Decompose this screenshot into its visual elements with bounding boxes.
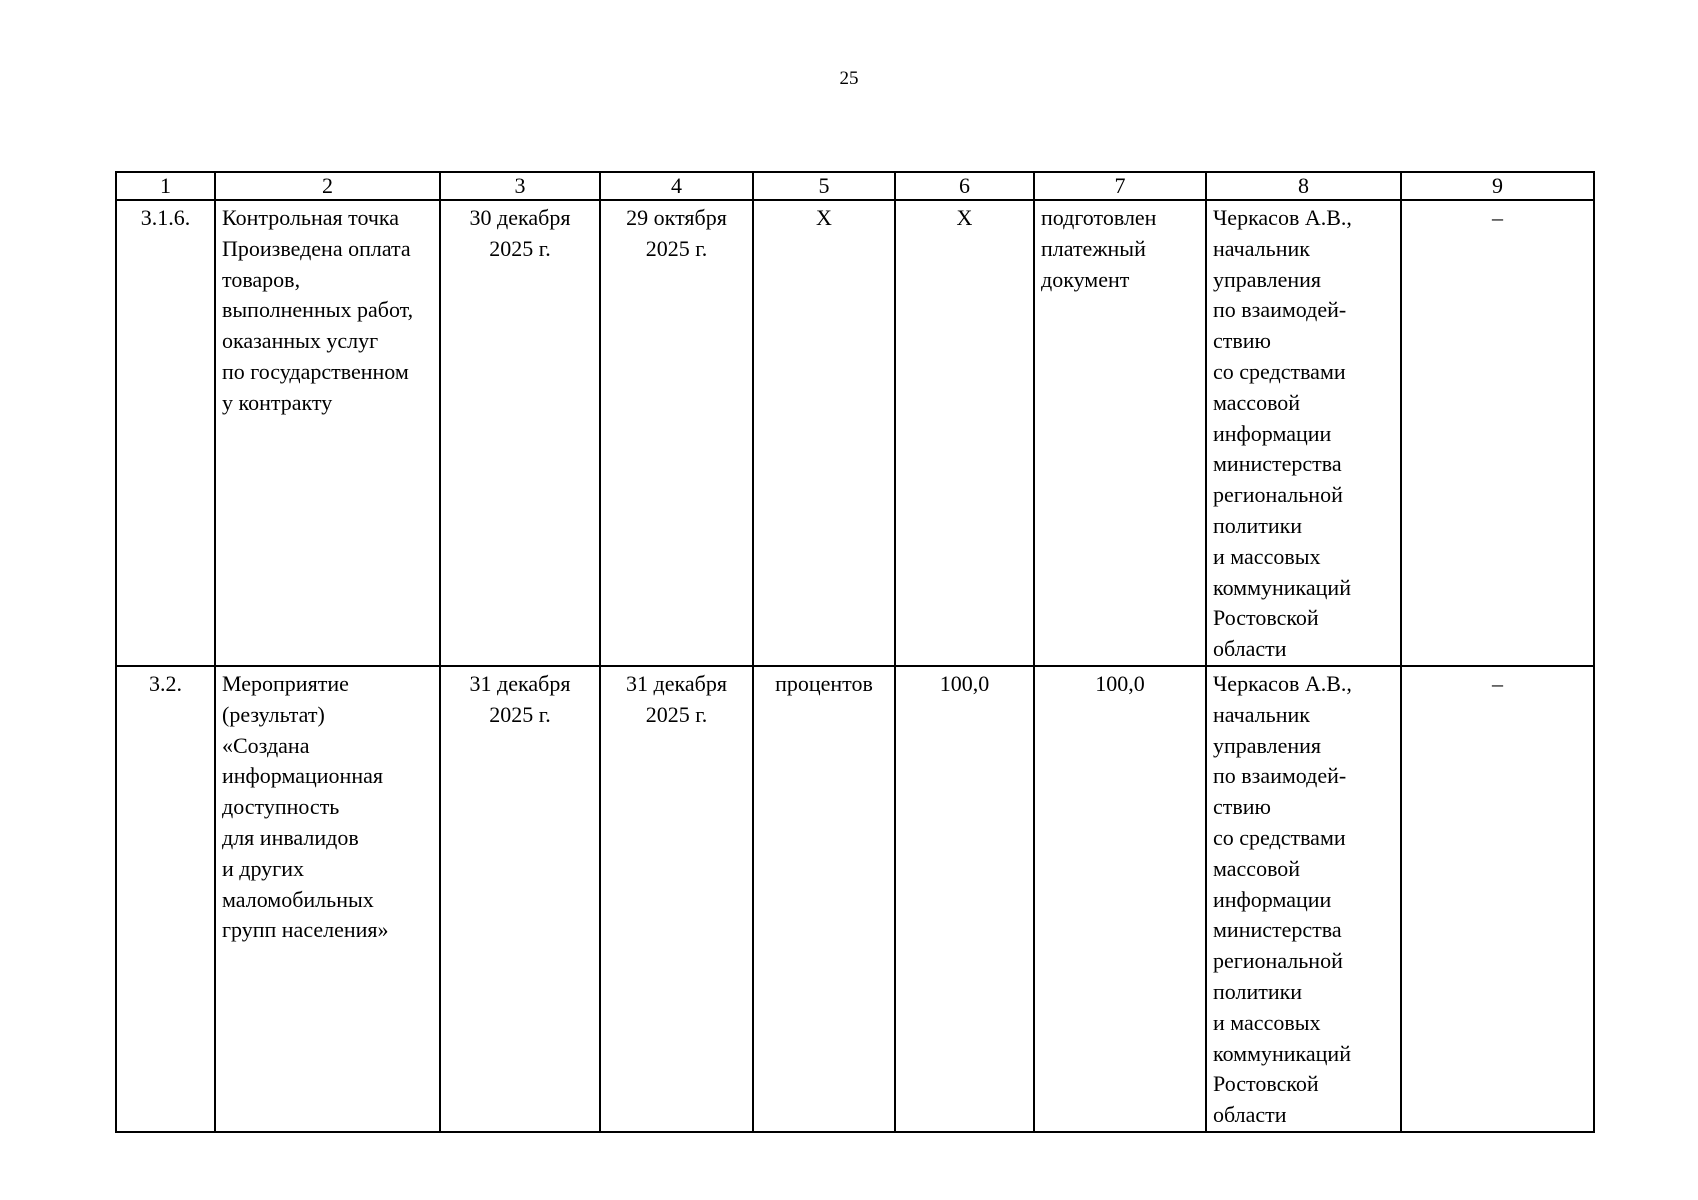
column-number: 1 — [116, 172, 215, 200]
item-name: Мероприятие (результат) «Создана информационная доступность для инвалидов и других маломобильных групп населения» — [222, 670, 389, 943]
item-name: Контрольная точка Произведена оплата товаров, выполненных работ, оказанных услуг по государственном у контракту — [222, 205, 414, 415]
cell-item-number — [116, 200, 215, 666]
unit: процентов — [775, 670, 873, 696]
cell-value-base — [895, 200, 1034, 666]
cell-note — [1401, 666, 1594, 1132]
cell-value-base — [895, 666, 1034, 1132]
column-number: 4 — [600, 172, 753, 200]
cell-unit — [753, 666, 895, 1132]
value-plan: 100,0 — [1095, 670, 1145, 696]
table-row — [116, 666, 1594, 1132]
note: – — [1492, 670, 1503, 696]
item-number: 3.2. — [149, 670, 182, 696]
column-number: 7 — [1034, 172, 1206, 200]
column-number: 9 — [1401, 172, 1594, 200]
item-number: 3.1.6. — [140, 205, 191, 230]
page-number: 25 — [839, 68, 859, 89]
responsible: Черкасов А.В., начальник управления по взаимодей- ствию со средствами массовой информации министерства региональной политики и массовых коммуникаций Ростовской области — [1213, 670, 1352, 1128]
value-base: Х — [956, 205, 973, 230]
cell-end-date — [600, 666, 753, 1132]
unit: Х — [816, 205, 832, 230]
table-row — [116, 200, 1594, 666]
cell-value-plan — [1034, 666, 1206, 1132]
end-date: 31 декабря 2025 г. — [626, 670, 727, 727]
note: – — [1492, 205, 1503, 230]
plan-table — [115, 171, 1595, 1133]
column-number-row — [116, 172, 1594, 200]
column-number: 2 — [215, 172, 440, 200]
cell-value-plan — [1034, 200, 1206, 666]
column-number: 8 — [1206, 172, 1401, 200]
cell-responsible — [1206, 666, 1401, 1132]
cell-unit — [753, 200, 895, 666]
cell-item-name — [215, 666, 440, 1132]
cell-end-date — [600, 200, 753, 666]
end-date: 29 октября 2025 г. — [626, 205, 727, 261]
cell-responsible — [1206, 200, 1401, 666]
cell-start-date — [440, 200, 600, 666]
column-number: 6 — [895, 172, 1034, 200]
cell-note — [1401, 200, 1594, 666]
column-number: 3 — [440, 172, 600, 200]
start-date: 30 декабря 2025 г. — [469, 205, 571, 261]
responsible: Черкасов А.В., начальник управления по взаимодей- ствию со средствами массовой информации министерства региональной политики и массовых коммуникаций Ростовской области — [1213, 205, 1352, 662]
column-number: 5 — [753, 172, 895, 200]
cell-start-date — [440, 666, 600, 1132]
cell-item-name — [215, 200, 440, 666]
start-date: 31 декабря 2025 г. — [469, 670, 571, 727]
value-plan: подготовлен платежный документ — [1041, 205, 1157, 292]
cell-item-number — [116, 666, 215, 1132]
value-base: 100,0 — [939, 670, 990, 696]
